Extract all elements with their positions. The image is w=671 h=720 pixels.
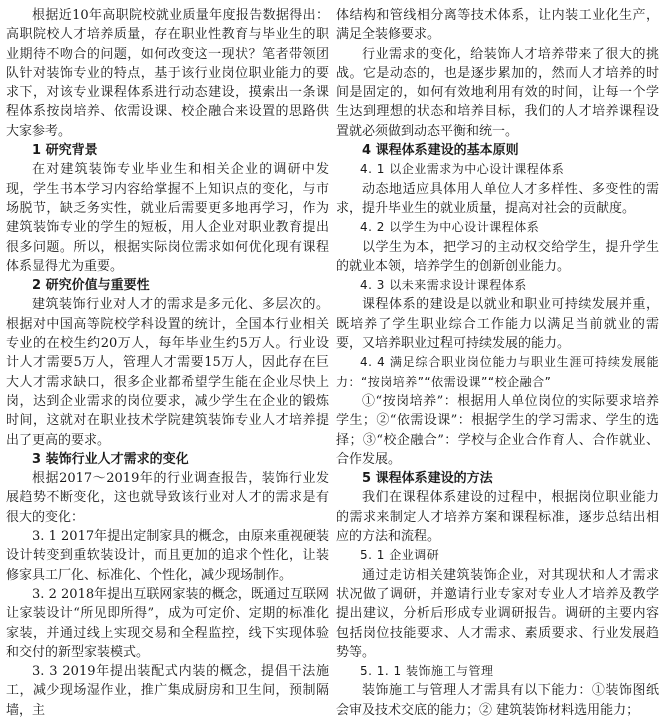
section-3-2-paragraph: 3. 2 2018年提出互联网家装的概念，既通过互联网让家装设计“所见即所得”，成为可定价、定期的标准化家装，并通过线上实现交易和全程监控，线下实现体验和交付的新型家装模式。 [6, 586, 329, 660]
section-5-1-heading: 5. 1 企业调研 [360, 548, 440, 563]
section-4-1-heading: 4. 1 以企业需求为中心设计课程体系 [360, 162, 565, 177]
section-2-heading: 2 研究价值与重要性 [32, 278, 150, 294]
section-4-4-heading: 4. 4 满足综合职业岗位能力与职业生涯可持续发展能力：“按岗培养”“依需设课”“校企融合” [336, 355, 659, 389]
section-5-1-1-heading: 5. 1. 1 装饰施工与管理 [360, 664, 494, 679]
section-4-4-paragraph: ①“按岗培养”：根据用人单位岗位的实际要求培养学生；②“依需设课”：根据学生的学习需求、学生的选择；③“校企融合”：学校与企业合作育人、合作就业、合作发展。 [336, 393, 659, 467]
continuation-paragraph: 体结构和管线相分离等技术体系，让内装工业化生产，满足全装修要求。 [336, 8, 659, 43]
section-4-3-paragraph: 课程体系的建设是以就业和职业可持续发展并重，既培养了学生职业综合工作能力以满足当前就业的需要，又培养职业过程可持续发展的能力。 [336, 297, 659, 352]
section-2-paragraph: 建筑装饰行业对人才的需求是多元化、多层次的。根据对中国高等院校学科设置的统计，全国本行业相关专业的在校生约20万人，每年毕业生约5万人。行业设计人才需要5万人，管理人才需要15万人，因此存在巨大人才需求缺口，很多企业都希望学生能在企业尽快上岗，达到企业需求的岗位要求，减少学生在企业的锻炼时间，这就对在职业技术学院建筑装饰专业人才培养提出了更高的要求。 [6, 297, 329, 448]
section-1-heading: 1 研究背景 [32, 143, 98, 159]
demand-change-paragraph: 行业需求的变化，给装饰人才培养带来了很大的挑战。它是动态的，也是逐步累加的，然而人才培养的时间是固定的，如何有效地利用有效的时间，让每一个学生达到理想的状态和培养目标，我们的人才培养课程设置就必须做到动态平衡和统一。 [336, 46, 659, 139]
section-4-1-paragraph: 动态地适应具体用人单位人才多样性、多变性的需求，提升毕业生的就业质量，提高对社会的贡献度。 [336, 181, 659, 216]
section-3-1-paragraph: 3. 1 2017年提出定制家具的概念，由原来重视硬装设计转变到重软装设计，而且更加的追求个性化，让装修家具工厂化、标准化、个性化，减少现场制作。 [6, 529, 329, 583]
section-1-paragraph: 在对建筑装饰专业毕业生和相关企业的调研中发现，学生书本学习内容给掌握不上知识点的变化，与市场脱节，缺乏务实性，就业后需要更多地再学习，作为建筑装饰专业的学生的短板，用人企业对职业教育提出很多问题。所以，根据实际岗位需求如何优化现有课程体系显得尤为重要。 [6, 162, 329, 274]
intro-paragraph: 根据近10年高职院校就业质量年度报告数据得出：高职院校人才培养质量，存在职业性教育与毕业生的职业期待不吻合的问题，如何改变这一现状？笔者带领团队针对装饰专业的特点，基于该行业岗位职业能力的要求下，对该专业课程体系进行动态建设，摸索出一条课程体系按岗培养、依需设课、校企融合来设置的思路供大家参考。 [6, 8, 329, 139]
section-4-3-heading: 4. 3 以未来需求设计课程体系 [360, 278, 527, 293]
section-4-2-paragraph: 以学生为本，把学习的主动权交给学生，提升学生的就业本领，培养学生的创新创业能力。 [336, 239, 659, 274]
section-4-2-heading: 4. 2 以学生为中心设计课程体系 [360, 220, 540, 235]
section-5-1-1-paragraph: 装饰施工与管理人才需具有以下能力：①装饰图纸会审及技术交底的能力；② 建筑装饰材料选用能力； [336, 683, 659, 718]
section-4-heading: 4 课程体系建设的基本原则 [362, 143, 519, 159]
section-5-heading: 5 课程体系建设的方法 [362, 471, 493, 487]
section-5-paragraph: 我们在课程体系建设的过程中，根据岗位职业能力的需求来制定人才培养方案和课程标准，逐步总结出相应的方法和流程。 [336, 490, 659, 545]
left-column [6, 6, 329, 720]
section-3-paragraph: 根据2017～2019年的行业调查报告，装饰行业发展趋势不断变化，这也就导致该行业对人才的需求是有很大的变化： [6, 471, 329, 525]
section-3-heading: 3 装饰行业人才需求的变化 [32, 451, 189, 467]
right-column [336, 6, 659, 720]
section-3-3-paragraph: 3. 3 2019年提出装配式内装的概念，提倡干法施工，减少现场湿作业，推广集成厨房和卫生间，预制隔墙，主 [6, 664, 329, 718]
section-5-1-paragraph: 通过走访相关建筑装饰企业，对其现状和人才需求状况做了调研，并邀请行业专家对专业人才培养及教学提出建议，分析后形成专业调研报告。调研的主要内容包括岗位技能要求、人才需求、素质要求、行业发展趋势等。 [336, 567, 659, 660]
